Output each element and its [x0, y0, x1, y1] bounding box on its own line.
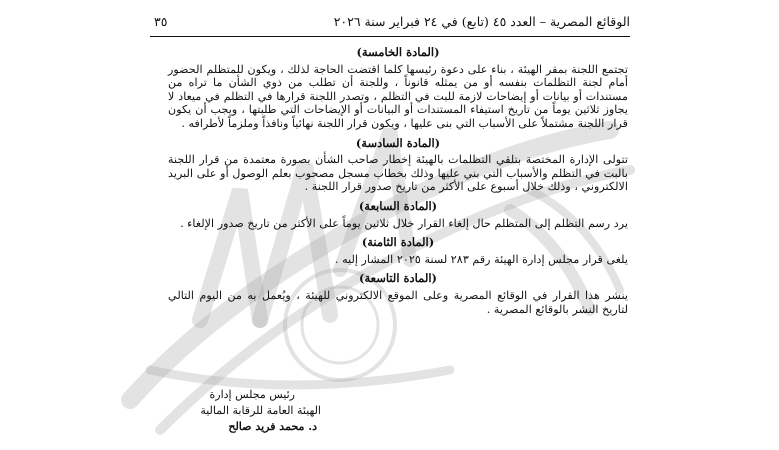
article-text: ينشر هذا القرار في الوقائع المصرية وعلى الموقع الالكتروني للهيئة ، ويُعمل به من اليوم التالي لتاريخ النشر بالوقائع المصرية . — [168, 288, 628, 316]
signatory-organization: الهيئة العامة للرقابة المالية — [200, 404, 321, 417]
signatory-name: د. محمد فريد صالح — [228, 420, 317, 433]
article-title: (المادة الثامنة) — [361, 235, 435, 250]
article-7 — [168, 200, 628, 230]
article-8 — [168, 236, 628, 266]
article-6 — [168, 137, 628, 194]
article-9 — [168, 272, 628, 316]
article-text: يلغى قرار مجلس إدارة الهيئة رقم ٢٨٣ لسنة ٢٠٢٥ المشار إليه . — [334, 252, 628, 266]
signature-block — [171, 387, 321, 435]
article-title: (المادة السابعة) — [358, 198, 438, 213]
article-text: تجتمع اللجنة بمقر الهيئة ، بناء على دعوة رئيسها كلما اقتضت الحاجة لذلك ، ويكون للمتظلم الحضور أمام لجنة التظلمات بنفسه أو من يمثله قانوناً ، وللجنة أن تطلب من ذوي الشأن ما تراه من مستندات أو بيانات أو إيضاحات لازمة للبت في التظلم ، وتصدر اللجنة قرارها في التظلم في ميعاد لا يجاوز ثلاثين يوماً من تاريخ استيفاء المستندات أو البيانات أو الإيضاحات التي طلبتها ، ويجب أن يكون قرار اللجنة مشتملاً على الأسباب التي بنى عليها ، ويكون قرار اللجنة نهائياً ونافذاً وملزماً لأطرافه . — [168, 62, 628, 130]
page-header — [150, 14, 630, 37]
article-title: (المادة التاسعة) — [359, 271, 437, 286]
issue-title: الوقائع المصرية – العدد ٤٥ (تابع) في ٢٤ فبراير سنة ٢٠٢٦ — [333, 14, 630, 29]
article-5 — [168, 46, 628, 131]
signatory-title: رئيس مجلس إدارة — [209, 388, 295, 401]
article-title: (المادة الخامسة) — [356, 45, 440, 59]
article-text: يرد رسم التظلم إلى المتظلم حال إلغاء القرار خلال ثلاثين يوماً على الأكثر من تاريخ صدور الإلغاء . — [180, 216, 628, 230]
article-text: تتولى الإدارة المختصة بتلقي التظلمات بالهيئة إخطار صاحب الشأن بصورة معتمدة من قرار اللجنة بالبت في التظلم والأسباب التي بني عليها وذلك بخطاب مسجل مصحوب بعلم الوصول أو على البريد الالكتروني ، وذلك خلال أسبوع على الأكثر من تاريخ صدور قرار اللجنة . — [168, 153, 628, 194]
decree-body — [168, 40, 628, 316]
article-title: (المادة السادسة) — [355, 135, 441, 150]
page-number: ٣٥ — [154, 14, 168, 29]
